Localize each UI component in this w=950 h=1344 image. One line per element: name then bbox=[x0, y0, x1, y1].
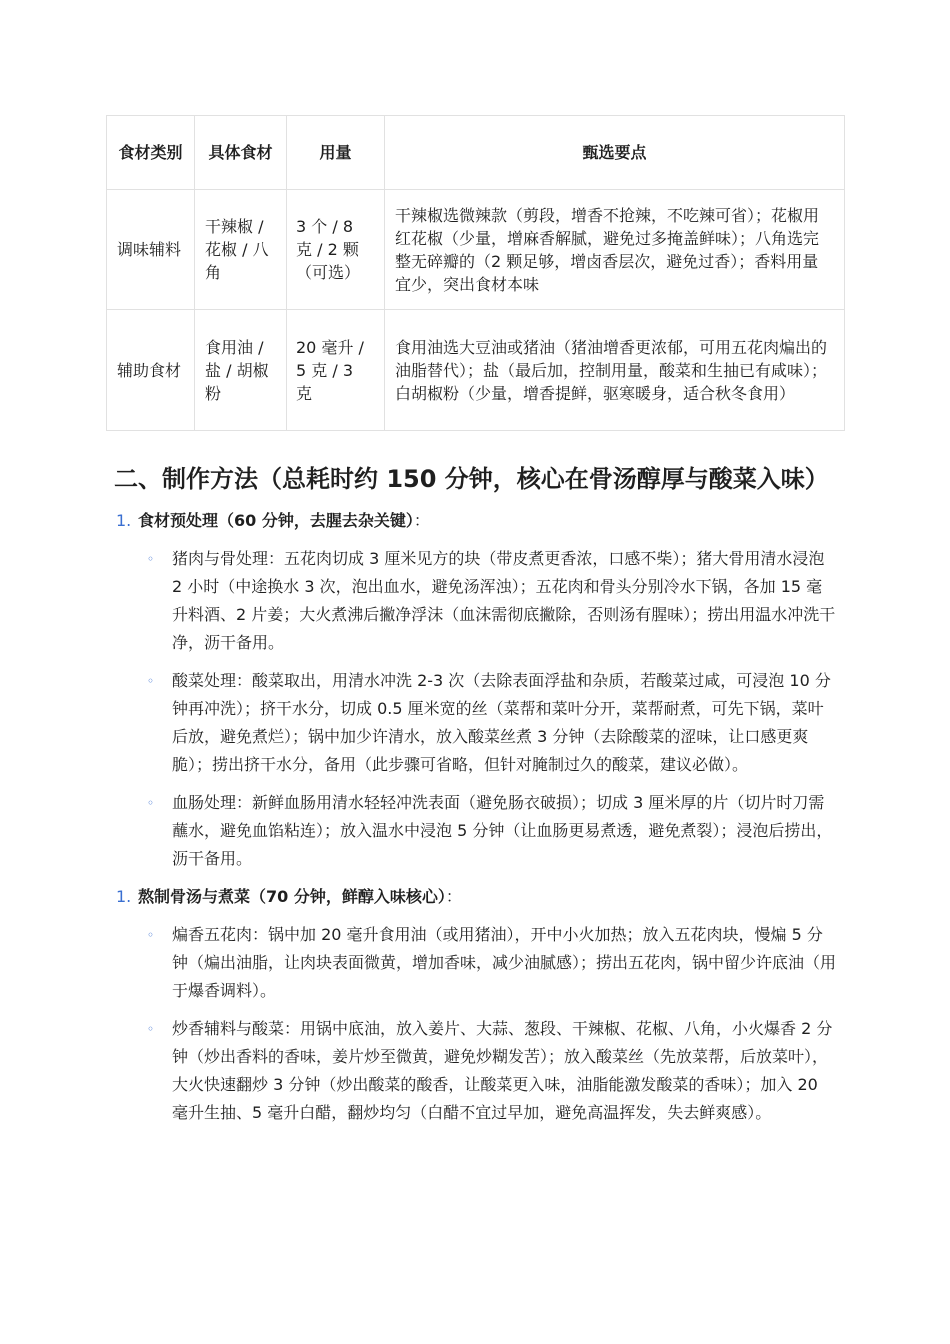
step-number: 1. bbox=[116, 887, 132, 906]
list-item bbox=[147, 1015, 836, 1127]
list-item bbox=[147, 789, 836, 873]
cell-category: 辅助食材 bbox=[107, 310, 195, 431]
step-title: 熬制骨汤与煮菜（70 分钟，鲜醇入味核心） bbox=[138, 887, 446, 906]
header-notes: 甄选要点 bbox=[385, 116, 845, 190]
circle-bullet-icon: ◦ bbox=[147, 1022, 155, 1036]
cell-items: 干辣椒 / 花椒 / 八角 bbox=[195, 190, 287, 310]
list-item-text: 酸菜处理：酸菜取出，用清水冲洗 2-3 次（去除表面浮盐和杂质，若酸菜过咸，可浸泡 10 分钟再冲洗）；挤干水分，切成 0.5 厘米宽的丝（菜帮和菜叶分开，菜帮耐煮，可先下锅，菜叶后放，避免煮烂）；锅中加少许清水，放入酸菜丝煮 3 分钟（去除酸菜的涩味，让口感更爽脆）；捞出挤干水分，备用（此步骤可省略，但针对腌制过久的酸菜，建议必做）。 bbox=[172, 671, 831, 774]
list-item bbox=[147, 545, 836, 657]
cell-category: 调味辅料 bbox=[107, 190, 195, 310]
list-item-text: 煸香五花肉：锅中加 20 毫升食用油（或用猪油），开中小火加热；放入五花肉块，慢煸 5 分钟（煸出油脂，让肉块表面微黄，增加香味，减少油腻感）；捞出五花肉，锅中留少许底油（用于爆香调料）。 bbox=[172, 925, 837, 1000]
step-heading bbox=[106, 885, 844, 909]
list-item bbox=[147, 667, 836, 779]
circle-bullet-icon: ◦ bbox=[147, 674, 155, 688]
circle-bullet-icon: ◦ bbox=[147, 552, 155, 566]
cell-amount: 3 个 / 8 克 / 2 颗（可选） bbox=[287, 190, 385, 310]
cell-amount: 20 毫升 / 5 克 / 3 克 bbox=[287, 310, 385, 431]
ingredients-table bbox=[106, 115, 845, 431]
circle-bullet-icon: ◦ bbox=[147, 796, 155, 810]
header-amount: 用量 bbox=[287, 116, 385, 190]
step-heading bbox=[106, 509, 844, 533]
list-item-text: 血肠处理：新鲜血肠用清水轻轻冲洗表面（避免肠衣破损）；切成 3 厘米厚的片（切片时刀需蘸水，避免血馅粘连）；放入温水中浸泡 5 分钟（让血肠更易煮透，避免煮裂）；浸泡后捞出，沥干备用。 bbox=[172, 793, 833, 868]
cell-items: 食用油 / 盐 / 胡椒粉 bbox=[195, 310, 287, 431]
header-category: 食材类别 bbox=[107, 116, 195, 190]
step-title: 食材预处理（60 分钟，去腥去杂关键） bbox=[138, 511, 414, 530]
step-suffix: ： bbox=[413, 511, 430, 530]
list-item-text: 炒香辅料与酸菜：用锅中底油，放入姜片、大蒜、葱段、干辣椒、花椒、八角，小火爆香 2 分钟（炒出香料的香味，姜片炒至微黄，避免炒糊发苦）；放入酸菜丝（先放菜帮，后放菜叶），大火快速翻炒 3 分钟（炒出酸菜的酸香，让酸菜更入味，油脂能激发酸菜的香味）；加入 20 毫升生抽、5 毫升白醋，翻炒均匀（白醋不宜过早加，避免高温挥发，失去鲜爽感）。 bbox=[172, 1019, 833, 1122]
document-page bbox=[106, 115, 844, 1127]
method-steps bbox=[106, 509, 844, 1127]
table-header-row bbox=[107, 116, 845, 190]
cell-notes: 食用油选大豆油或猪油（猪油增香更浓郁，可用五花肉煸出的油脂替代）；盐（最后加，控制用量，酸菜和生抽已有咸味）；白胡椒粉（少量，增香提鲜，驱寒暖身，适合秋冬食用） bbox=[385, 310, 845, 431]
header-items: 具体食材 bbox=[195, 116, 287, 190]
step-suffix: ： bbox=[445, 887, 462, 906]
table-row bbox=[107, 310, 845, 431]
step-number: 1. bbox=[116, 511, 132, 530]
cell-notes: 干辣椒选微辣款（剪段，增香不抢辣，不吃辣可省）；花椒用红花椒（少量，增麻香解腻，避免过多掩盖鲜味）；八角选完整无碎瓣的（2 颗足够，增卤香层次，避免过香）；香料用量宜少，突出食材本味 bbox=[385, 190, 845, 310]
step-sublist bbox=[106, 921, 844, 1127]
list-item bbox=[147, 921, 837, 1005]
section-heading: 二、制作方法（总耗时约 150 分钟，核心在骨汤醇厚与酸菜入味） bbox=[114, 465, 829, 493]
table-row bbox=[107, 190, 845, 310]
circle-bullet-icon: ◦ bbox=[147, 928, 155, 942]
list-item-text: 猪肉与骨处理：五花肉切成 3 厘米见方的块（带皮煮更香浓，口感不柴）；猪大骨用清水浸泡 2 小时（中途换水 3 次，泡出血水，避免汤浑浊）；五花肉和骨头分别冷水下锅，各加 15 毫升料酒、2 片姜；大火煮沸后撇净浮沫（血沫需彻底撇除，否则汤有腥味）；捞出用温水冲洗干净，沥干备用。 bbox=[172, 549, 836, 652]
step-sublist bbox=[106, 545, 844, 873]
